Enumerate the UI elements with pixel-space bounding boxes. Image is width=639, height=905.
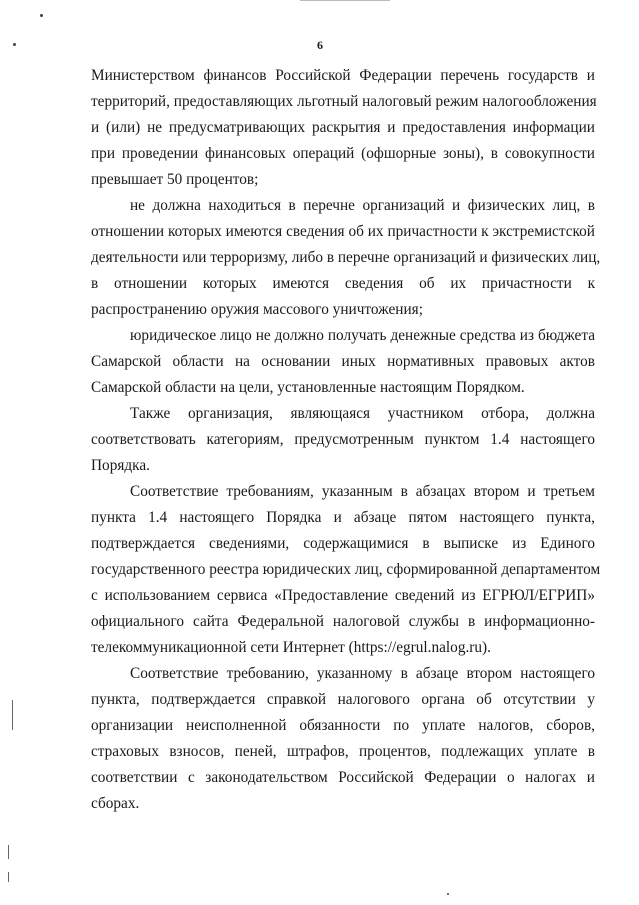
text-line: Соответствие требованию, указанному в абзаце втором настоящего bbox=[130, 665, 595, 682]
text-line: пункта, подтверждается справкой налогового органа об отсутствии у bbox=[91, 691, 595, 708]
text-line: отношении которых имеются сведения об их причастности к экстремистской bbox=[91, 223, 595, 240]
text-line: пункта 1.4 настоящего Порядка и абзаце пятом настоящего пункта, bbox=[91, 509, 595, 526]
text-line: официального сайта Федеральной налоговой службы в информационно- bbox=[91, 613, 595, 630]
text-line: телекоммуникационной сети Интернет (https://egrul.nalog.ru). bbox=[91, 639, 491, 656]
text-line: превышает 50 процентов; bbox=[91, 171, 259, 188]
scan-margin-mark bbox=[12, 700, 13, 730]
text-line: при проведении финансовых операций (офшорные зоны), в совокупности bbox=[91, 145, 595, 162]
scan-margin-mark bbox=[8, 872, 9, 882]
scan-speck bbox=[40, 14, 43, 17]
text-line: Министерством финансов Российской Федерации перечень государств и bbox=[91, 67, 595, 84]
text-line: не должна находиться в перечне организаций и физических лиц, в bbox=[130, 197, 595, 214]
text-line: страховых взносов, пеней, штрафов, процентов, подлежащих уплате в bbox=[91, 743, 595, 760]
text-line: соответствии с законодательством Российской Федерации о налогах и bbox=[91, 769, 595, 786]
scan-speck bbox=[447, 893, 449, 895]
text-line: подтверждается сведениями, содержащимися в выписке из Единого bbox=[91, 535, 595, 552]
text-line: Соответствие требованиям, указанным в абзацах втором и третьем bbox=[130, 483, 595, 500]
text-line: в отношении которых имеются сведения об их причастности к bbox=[91, 275, 595, 292]
text-line: Самарской области на цели, установленные настоящим Порядком. bbox=[91, 379, 525, 396]
text-line: и (или) не предусматривающих раскрытия и предоставления информации bbox=[91, 119, 595, 136]
text-line: территорий, предоставляющих льготный налоговый режим налогообложения bbox=[91, 93, 597, 110]
text-line: организации неисполненной обязанности по уплате налогов, сборов, bbox=[91, 717, 595, 734]
scan-margin-mark bbox=[8, 845, 9, 859]
text-line: с использованием сервиса «Предоставление сведений из ЕГРЮЛ/ЕГРИП» bbox=[91, 587, 595, 604]
text-line: Порядка. bbox=[91, 457, 150, 474]
scan-speck bbox=[13, 43, 16, 46]
text-line: сборах. bbox=[91, 795, 140, 812]
page-number: 6 bbox=[317, 38, 323, 52]
text-line: Самарской области на основании иных нормативных правовых актов bbox=[91, 353, 595, 370]
text-line: государственного реестра юридических лиц, сформированной департаментом bbox=[91, 561, 601, 578]
text-line: соответствовать категориям, предусмотренным пунктом 1.4 настоящего bbox=[91, 431, 595, 448]
text-line: распространению оружия массового уничтожения; bbox=[91, 301, 423, 318]
text-line: деятельности или терроризму, либо в перечне организаций и физических лиц, bbox=[91, 249, 601, 266]
scan-edge-line bbox=[300, 0, 390, 1]
text-line: юридическое лицо не должно получать денежные средства из бюджета bbox=[130, 327, 595, 344]
text-line: Также организация, являющаяся участником отбора, должна bbox=[130, 405, 595, 422]
